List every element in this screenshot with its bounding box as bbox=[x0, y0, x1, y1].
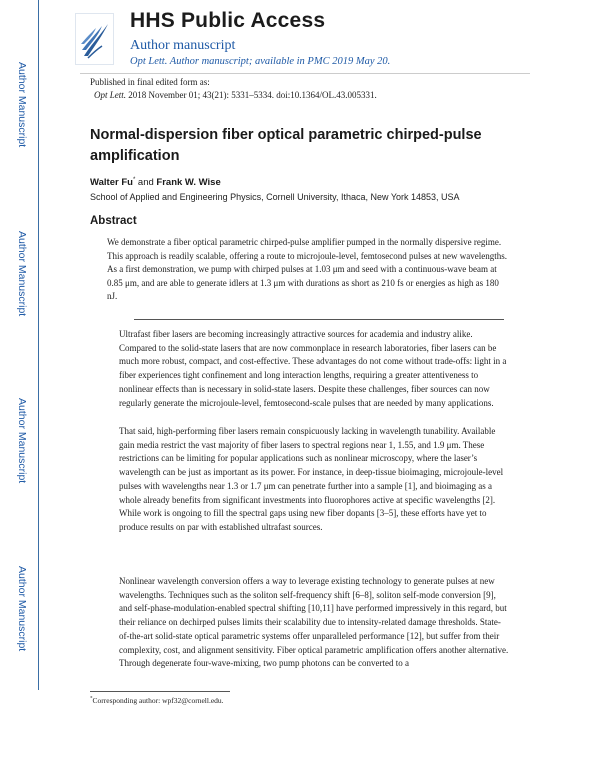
author-name: Walter Fu bbox=[90, 177, 133, 189]
side-label bbox=[9, 62, 31, 172]
body-paragraph: Ultrafast fiber lasers are becoming increasingly attractive sources for academia and industry alike. Compared to the solid-state lasers that are now commonplace in research laboratories, fiber lasers can be much more robust, compact, and cost-effective. These advantages do not come without trade-offs: light in a fiber experiences tight confinement and long interaction lengths, requiring a greater attentiveness to nonlinear effects than is necessary in solid-state lasers. Despite these challenges, fiber sources can now regularly generate the microjoule-level, femtosecond-scale pulses that are needed by many applications. bbox=[119, 329, 507, 408]
body-paragraph: Nonlinear wavelength conversion offers a way to leverage existing technology to generate pulses at new wavelengths. Techniques such as the soliton self-frequency shift [6–8], soliton self-mode conversion [9], and self-phase-modulation-enabled spectral shifting [10,11] have performed impressively in this regard, but their reliance on dechirped pulses limits their scalability due to intensity-related damage thresholds. State-of-the-art solid-state optical parametric systems offer unparalleled performance [12], but suffer from their complexity, cost, and alignment sensitivity. Fiber optical parametric amplification offers another alternative. Through degenerate four-wave-mixing, two pump photons can be converted to a bbox=[119, 576, 509, 669]
side-label-text: Author Manuscript bbox=[16, 398, 28, 484]
author-name: Frank W. Wise bbox=[156, 177, 221, 189]
footnote bbox=[90, 696, 224, 705]
abstract-text: We demonstrate a fiber optical parametric chirped-pulse amplifier pumped in the normally dispersive regime. This approach is readily scalable, offering a route to microjoule-level, femtosecond pulses at new wavelengths. As a first demonstration, we pump with chirped pulses at 1.03 μm and seed with a continuous-wave beam at 0.85 μm, and are able to generate idlers at 1.3 μm with durations as short as 210 fs or energies as high as 180 nJ. bbox=[107, 237, 507, 302]
header-rule bbox=[80, 73, 530, 74]
brand-title: HHS Public Access bbox=[130, 9, 326, 32]
article-title: Normal-dispersion fiber optical parametric chirped-pulse amplification bbox=[90, 127, 482, 164]
citation bbox=[94, 90, 377, 100]
body-paragraph: That said, high-performing fiber lasers remain conspicuously lacking in wavelength tunability. Available gain media restrict the vast majority of fiber lasers to spectral regions near 1, 1.55, and 1.9 μm. These restrictions can be limiting for popular applications such as nonlinear microscopy, where the laser’s wavelength can be just as important as its power. For instance, in deep-tissue bioimaging, microjoule-level pulses with wavelengths near 1.3 or 1.7 μm can penetrate further into a sample [1], and bioimaging as a whole already benefits from significant investments into fluorophores active at specific wavelengths [2]. While work is ongoing to fill the spectral gaps using new fiber dopants [3–5], these efforts have yet to produce results on par with established ultrafast sources. bbox=[119, 426, 504, 532]
side-label-text: Author Manuscript bbox=[16, 231, 28, 317]
side-label bbox=[9, 231, 31, 341]
footnote-text: Corresponding author: wpf32@cornell.edu. bbox=[92, 696, 224, 705]
availability-text: Author manuscript; available in PMC 2019 May 20. bbox=[167, 56, 391, 67]
side-rule bbox=[38, 0, 39, 690]
citation-journal: Opt Lett. bbox=[94, 90, 127, 100]
hhs-logo bbox=[75, 13, 114, 65]
side-label-text: Author Manuscript bbox=[16, 62, 28, 148]
footnote-mark: * bbox=[90, 696, 93, 702]
author-separator: and bbox=[135, 177, 157, 189]
side-label bbox=[9, 566, 31, 676]
abstract-heading: Abstract bbox=[90, 215, 137, 227]
manuscript-type: Author manuscript bbox=[130, 38, 236, 53]
availability-line bbox=[130, 56, 390, 67]
corresponding-mark: * bbox=[132, 177, 136, 183]
author-list bbox=[90, 177, 221, 188]
side-label-text: Author Manuscript bbox=[16, 566, 28, 652]
citation-details: 2018 November 01; 43(21): 5331–5334. doi:10.1364/OL.43.005331. bbox=[126, 90, 377, 100]
published-label: Published in final edited form as: bbox=[90, 77, 210, 87]
abstract-rule bbox=[134, 319, 504, 320]
footnote-rule bbox=[90, 691, 230, 692]
side-label bbox=[9, 398, 31, 508]
affiliation: School of Applied and Engineering Physics, Cornell University, Ithaca, New York 14853, USA bbox=[90, 192, 460, 202]
hhs-eagle-icon bbox=[78, 16, 111, 62]
journal-abbrev: Opt Lett. bbox=[130, 56, 168, 67]
